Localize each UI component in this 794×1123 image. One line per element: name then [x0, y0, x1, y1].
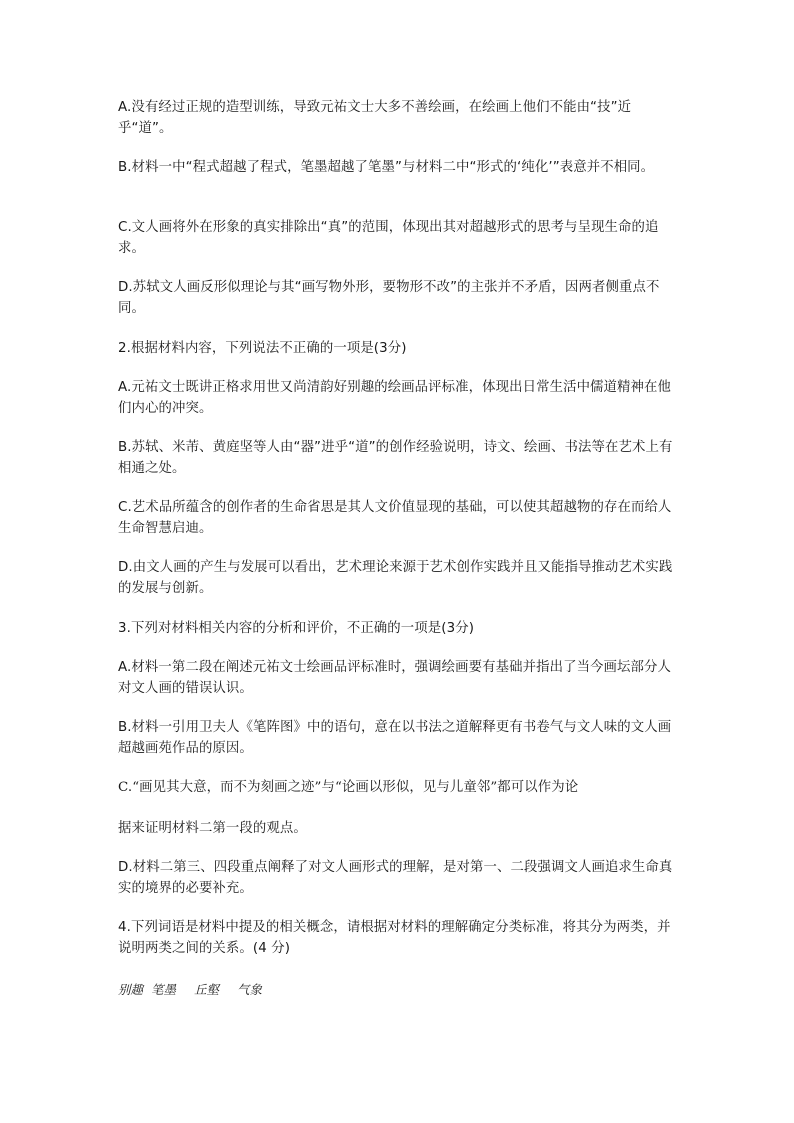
term-list	[118, 980, 266, 998]
option-3c-line1: C.“画见其大意，而不为刻画之迹”与“论画以形似，见与儿童邻”都可以作为论	[118, 780, 579, 795]
option-1c: C.文人画将外在形象的真实排除出“真”的范围，体现出其对超越形式的思考与呈现生命的追求。	[118, 220, 659, 256]
option-2d: D.由文人画的产生与发展可以看出，艺术理论来源于艺术创作实践并且又能指导推动艺术实践的发展与创新。	[118, 560, 673, 596]
term-3: 丘壑	[194, 982, 220, 997]
question-3: 3.下列对材料相关内容的分析和评价，不正确的一项是(3分)	[118, 621, 475, 636]
option-3b: B.材料一引用卫夫人《笔阵图》中的语句，意在以书法之道解释更有书卷气与文人味的文人画超越画苑作品的原因。	[118, 720, 672, 756]
option-2a: A.元祐文士既讲正格求用世又尚清韵好别趣的绘画品评标准，体现出日常生活中儒道精神在他们内心的冲突。	[118, 380, 672, 416]
option-1b: B.材料一中“程式超越了程式，笔墨超越了笔墨”与材料二中“形式的‘纯化’”表意并不相同。	[118, 160, 655, 175]
option-3a: A.材料一第二段在阐述元祐文士绘画品评标准时，强调绘画要有基础并指出了当今画坛部分人对文人画的错误认识。	[118, 660, 672, 696]
term-2: 笔墨	[151, 982, 177, 997]
question-2: 2.根据材料内容，下列说法不正确的一项是(3分)	[118, 341, 407, 356]
option-1a: A.没有经过正规的造型训练，导致元祐文士大多不善绘画，在绘画上他们不能由“技”近乎“道”。	[118, 100, 632, 136]
term-4: 气象	[237, 982, 263, 997]
option-3d: D.材料二第三、四段重点阐释了对文人画形式的理解，是对第一、二段强调文人画追求生命真实的境界的必要补充。	[118, 860, 673, 896]
option-2c: C.艺术品所蕴含的创作者的生命省思是其人文价值显现的基础，可以使其超越物的存在而给人生命智慧启迪。	[118, 500, 672, 536]
option-2b: B.苏轼、米芾、黄庭坚等人由“器”进乎“道”的创作经验说明，诗文、绘画、书法等在艺术上有相通之处。	[118, 440, 673, 476]
option-3c-line2: 据来证明材料二第一段的观点。	[118, 821, 307, 836]
option-1d: D.苏轼文人画反形似理论与其“画写物外形，要物形不改”的主张并不矛盾，因两者侧重点不同。	[118, 280, 660, 316]
term-1: 别趣	[118, 982, 144, 997]
question-4: 4.下列词语是材料中提及的相关概念，请根据对材料的理解确定分类标准，将其分为两类，并说明两类之间的关系。(4 分)	[118, 920, 671, 956]
